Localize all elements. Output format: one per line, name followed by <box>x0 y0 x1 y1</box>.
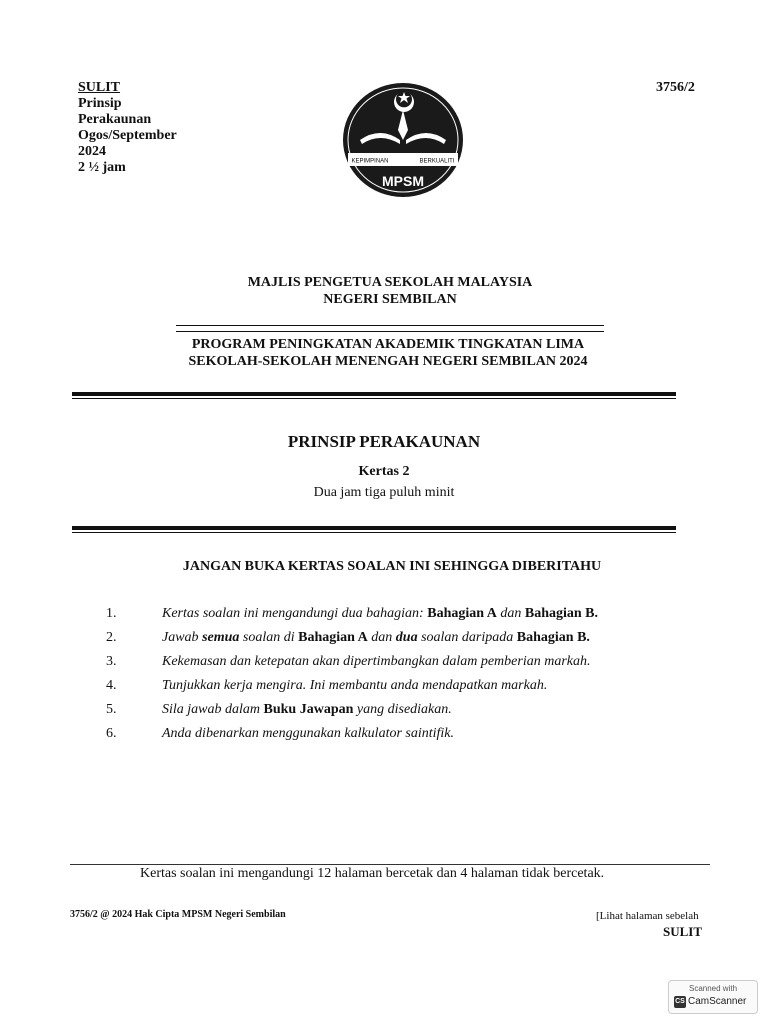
instruction-number: 6. <box>106 726 117 741</box>
do-not-open-warning: JANGAN BUKA KERTAS SOALAN INI SEHINGGA DIBERITAHU <box>182 559 602 574</box>
header-duration: 2 ½ jam <box>78 160 126 175</box>
instruction-fragment: Tunjukkan kerja mengira. Ini membantu anda mendapatkan markah. <box>162 678 548 693</box>
next-page-note: [Lihat halaman sebelah <box>596 910 699 922</box>
header-sulit: SULIT <box>78 80 121 95</box>
thick-divider-bottom <box>72 526 676 533</box>
footer-rule <box>70 864 710 865</box>
instruction-fragment: Bahagian A <box>427 606 497 621</box>
instruction-number: 1. <box>106 606 117 621</box>
instruction-number: 4. <box>106 678 117 693</box>
camscanner-icon: CS <box>674 996 686 1008</box>
instruction-fragment: Anda dibenarkan menggunakan kalkulator saintifik. <box>162 726 455 741</box>
instruction-fragment: dan <box>496 606 525 621</box>
instruction-text <box>162 702 452 718</box>
instruction-fragment: Bahagian A <box>298 630 368 645</box>
subject-title: PRINSIP PERAKAUNAN <box>287 432 481 451</box>
mpsm-logo <box>340 82 466 202</box>
instruction-fragment: dua <box>395 630 418 645</box>
header-subject-2: Perakaunan <box>78 112 152 127</box>
copyright-text: 3756/2 @ 2024 Hak Cipta MPSM Negeri Sembilan <box>70 909 286 920</box>
instruction-fragment: Buku Jawapan <box>263 702 354 717</box>
instruction-number: 5. <box>106 702 117 717</box>
thick-divider-top <box>72 392 676 399</box>
logo-banner-left: KEPIMPINAN <box>351 158 389 165</box>
instruction-fragment: yang disediakan. <box>353 702 452 717</box>
logo-mpsm-text: MPSM <box>382 173 424 189</box>
page-count-note: Kertas soalan ini mengandungi 12 halaman bercetak dan 4 halaman tidak bercetak. <box>140 866 605 881</box>
header-left-block <box>78 80 177 176</box>
instruction-fragment: Jawab <box>162 630 203 645</box>
instruction-fragment: semua <box>202 630 240 645</box>
header-month: Ogos/September <box>78 128 177 143</box>
program-block <box>4 336 768 370</box>
camscanner-watermark <box>668 980 758 1014</box>
footer-sulit: SULIT <box>663 924 703 939</box>
org-line-2: NEGERI SEMBILAN <box>323 292 457 307</box>
instruction-fragment: Bahagian B. <box>524 606 599 621</box>
instruction-fragment: Bahagian B. <box>516 630 590 645</box>
watermark-line-2: CamScanner <box>688 996 747 1007</box>
instruction-fragment: Kertas soalan ini mengandungi dua bahagian: <box>162 606 428 621</box>
paper-number: Kertas 2 <box>358 464 410 479</box>
org-line-1: MAJLIS PENGETUA SEKOLAH MALAYSIA <box>247 275 533 290</box>
instruction-fragment: Sila jawab dalam <box>162 702 264 717</box>
instruction-number: 3. <box>106 654 117 669</box>
instruction-fragment: dan <box>367 630 396 645</box>
instruction-text <box>162 606 598 622</box>
program-line-2: SEKOLAH-SEKOLAH MENENGAH NEGERI SEMBILAN 2024 <box>188 354 588 369</box>
instruction-text <box>162 654 590 670</box>
instruction-text <box>162 678 547 694</box>
instruction-fragment: soalan di <box>239 630 299 645</box>
program-line-1: PROGRAM PENINGKATAN AKADEMIK TINGKATAN LIMA <box>191 337 585 352</box>
instruction-text <box>162 726 454 742</box>
header-subject-1: Prinsip <box>78 96 122 111</box>
paper-code: 3756/2 <box>656 80 695 95</box>
org-block <box>6 274 768 308</box>
instruction-fragment: Kekemasan dan ketepatan akan dipertimbangkan dalam pemberian markah. <box>162 654 591 669</box>
header-year: 2024 <box>78 144 106 159</box>
paper-duration: Dua jam tiga puluh minit <box>313 485 455 500</box>
instruction-number: 2. <box>106 630 117 645</box>
instruction-text <box>162 630 590 646</box>
instruction-fragment: soalan daripada <box>417 630 517 645</box>
double-divider <box>176 325 604 332</box>
logo-banner-right: BERKUALITI <box>419 158 455 165</box>
watermark-line-1: Scanned with <box>688 984 738 993</box>
